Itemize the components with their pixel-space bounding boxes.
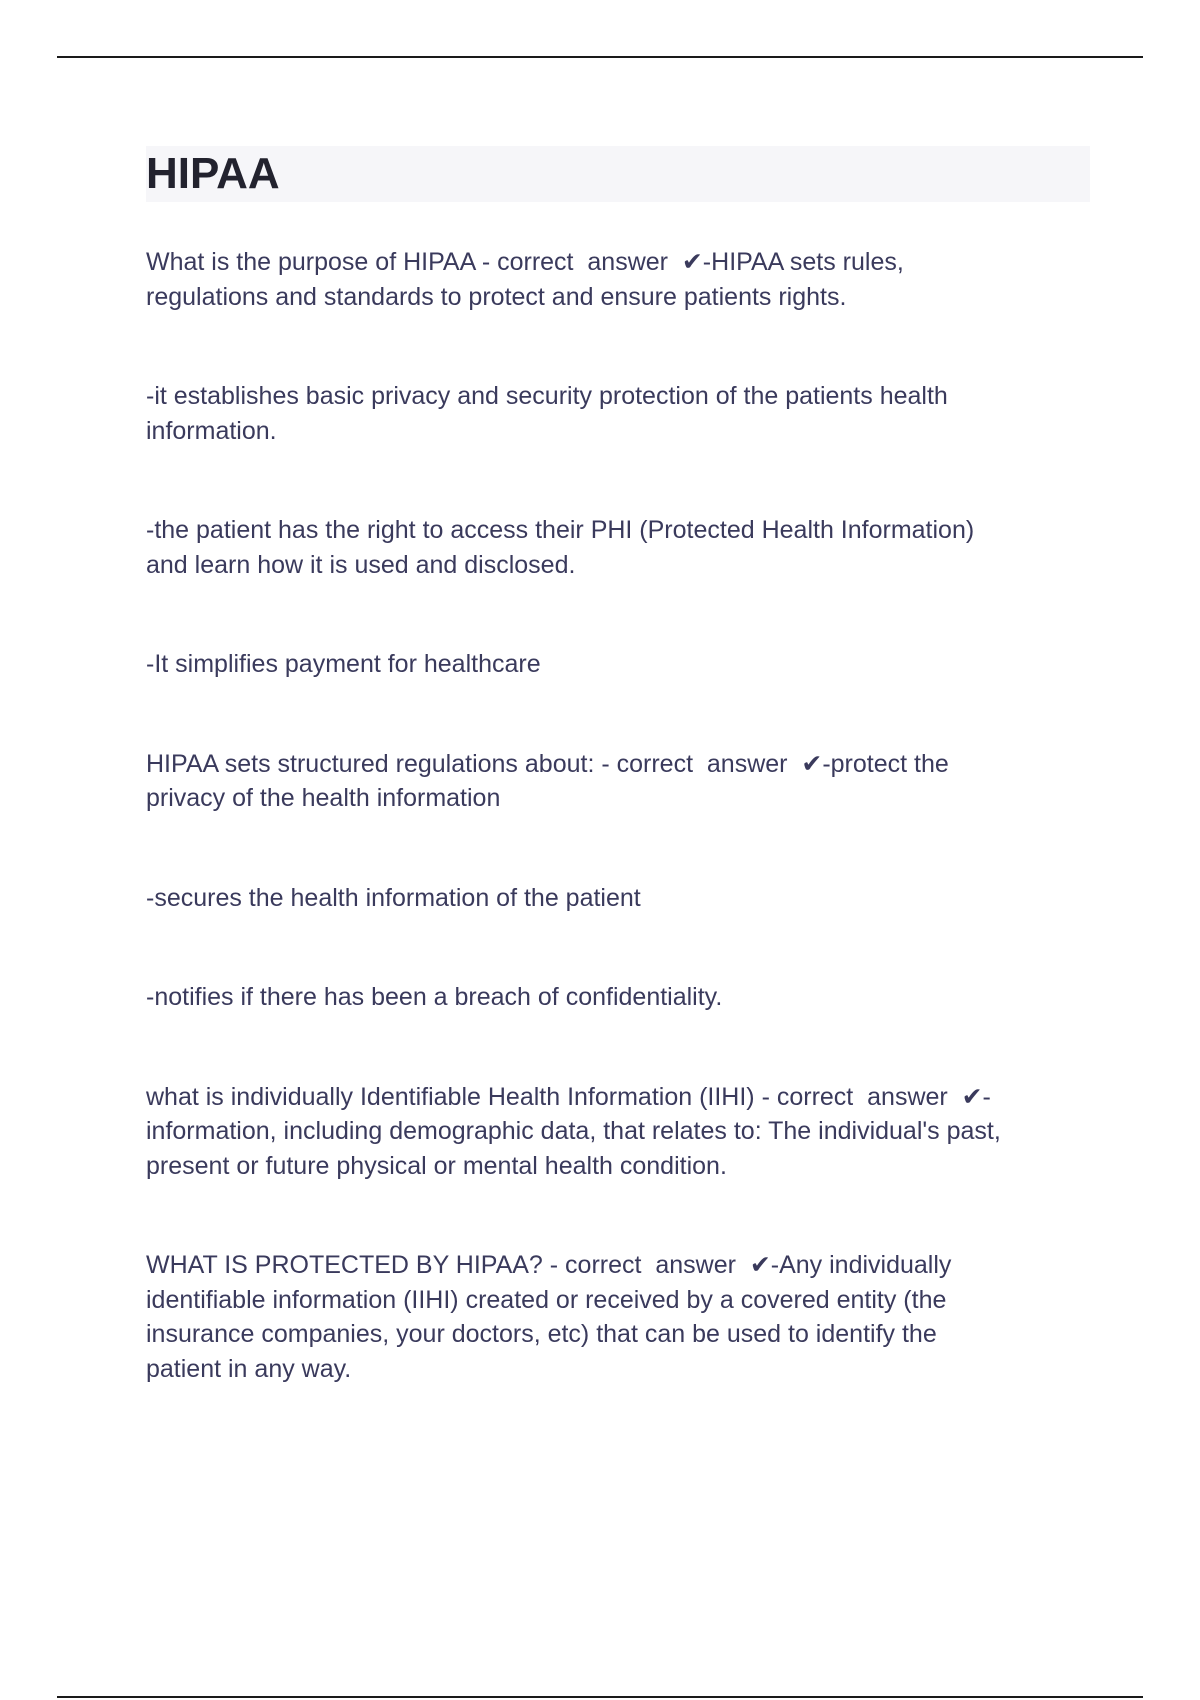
paragraph-structured-regulations: HIPAA sets structured regulations about: - correct answer ✔-protect the privacy of the health information (146, 749, 949, 812)
paragraph-simplifies-payment: -It simplifies payment for healthcare (146, 650, 541, 678)
document-title: HIPAA (146, 149, 280, 198)
paragraph-iihi-definition: what is individually Identifiable Health Information (IIHI) - correct answer ✔- information, including demographic data, that relates to: The individual's past, present or future physical or mental health condition. (146, 1082, 1001, 1180)
paragraph-breach-notification: -notifies if there has been a breach of confidentiality. (146, 983, 723, 1011)
footer-rule (57, 1696, 1143, 1698)
title-band (146, 146, 1090, 202)
document-body (146, 146, 1090, 1451)
paragraph-purpose-of-hipaa: What is the purpose of HIPAA - correct answer ✔-HIPAA sets rules, regulations and standards to protect and ensure patients rights. (146, 248, 904, 311)
paragraph-privacy-security: -it establishes basic privacy and security protection of the patients health information. (146, 382, 948, 445)
paragraph-access-phi: -the patient has the right to access their PHI (Protected Health Information) and learn how it is used and disclosed. (146, 516, 975, 579)
paragraph-what-is-protected: WHAT IS PROTECTED BY HIPAA? - correct answer ✔-Any individually identifiable information (IIHI) created or received by a covered entity (the insurance companies, your doctors, etc) that can be used to identify the patient in any way. (146, 1251, 952, 1383)
paragraph-secures-info: -secures the health information of the patient (146, 883, 641, 912)
header-rule (57, 56, 1143, 58)
